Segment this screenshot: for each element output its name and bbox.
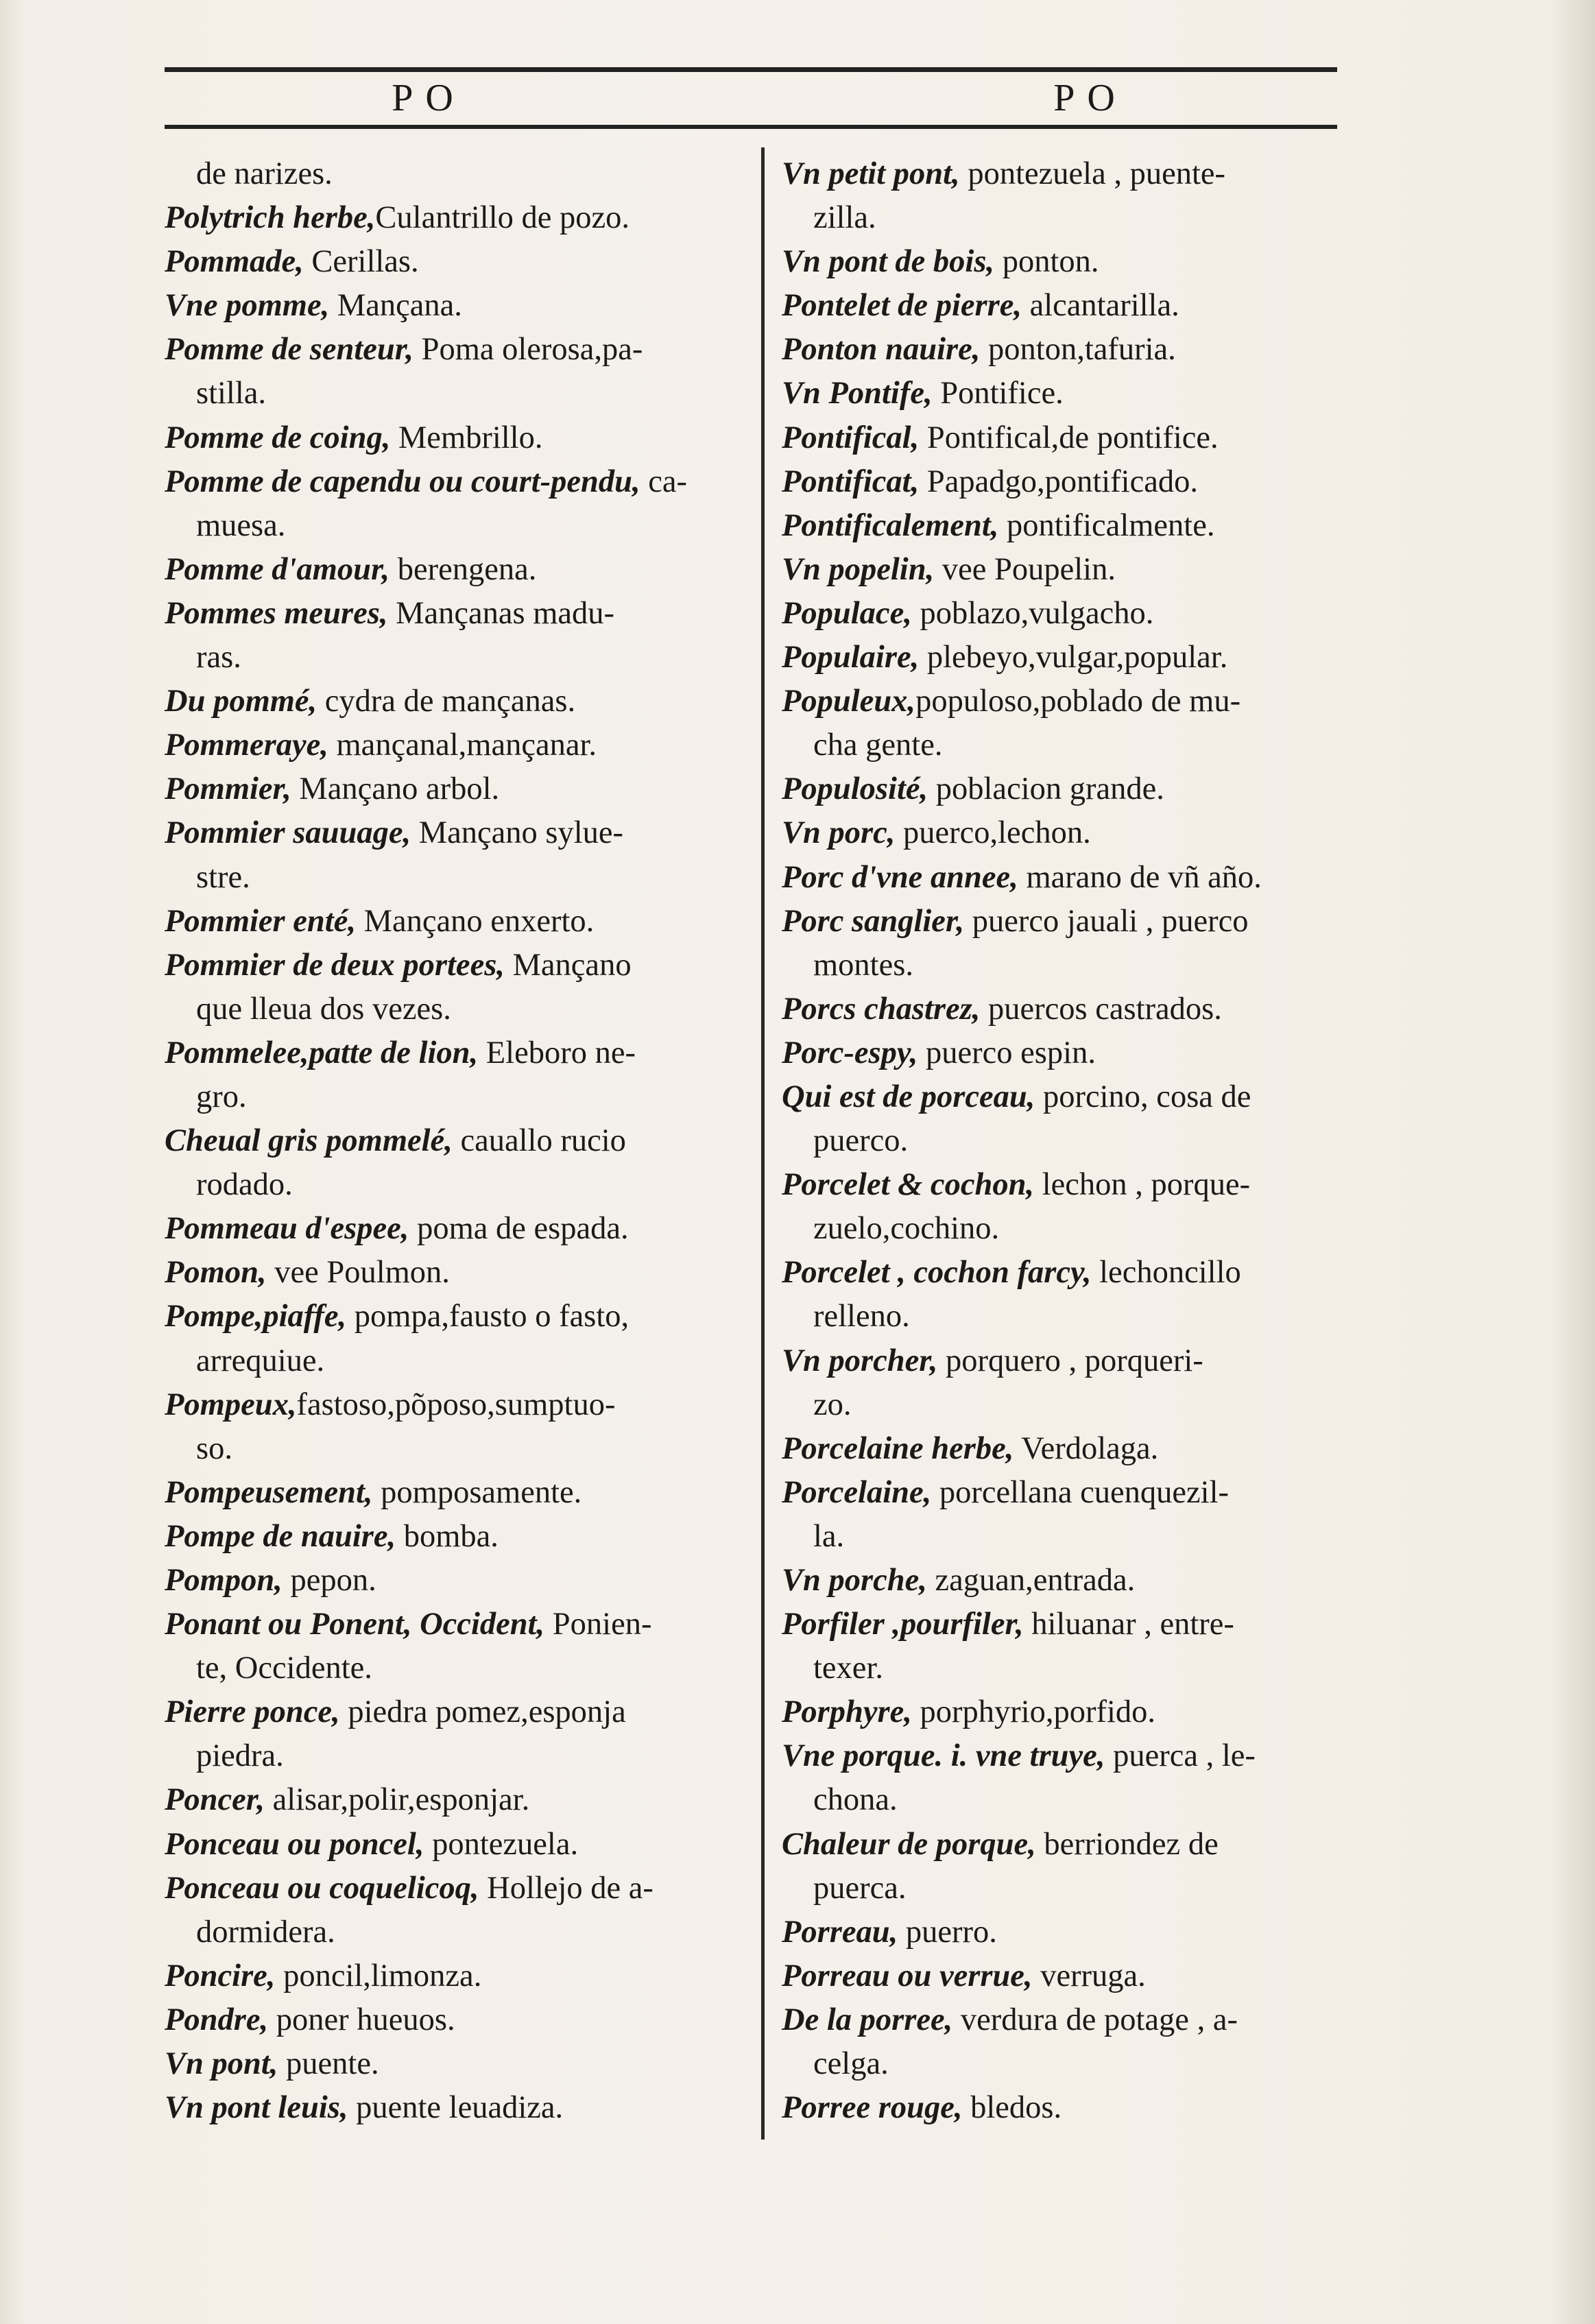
entry-continuation xyxy=(165,152,744,196)
entry-translation: relleno. xyxy=(813,1299,910,1334)
entry-headword: Pompeux, xyxy=(165,1387,297,1422)
dictionary-entry xyxy=(782,1471,1361,1515)
entry-headword: Porcelet & cochon, xyxy=(782,1167,1035,1203)
entry-translation: texer. xyxy=(813,1651,883,1686)
running-head-right: PO xyxy=(1053,77,1127,119)
entry-translation: puerco espin. xyxy=(918,1035,1096,1070)
dictionary-entry xyxy=(165,1295,744,1339)
dictionary-entry xyxy=(782,1339,1361,1383)
dictionary-entry xyxy=(165,723,744,767)
dictionary-entry xyxy=(782,1734,1361,1778)
entry-translation: bledos. xyxy=(962,2090,1062,2126)
entry-translation: ponton. xyxy=(994,244,1099,280)
entry-headword: Porc d'vne annee, xyxy=(782,859,1018,895)
dictionary-entry xyxy=(782,1690,1361,1734)
entry-headword: Pommier, xyxy=(165,771,291,807)
entry-translation: porcino, cosa de xyxy=(1035,1079,1251,1114)
dictionary-entry xyxy=(165,460,744,504)
entry-continuation xyxy=(782,1867,1361,1910)
entry-headword: Vn porche, xyxy=(782,1563,927,1598)
entry-translation: Mançano arbol. xyxy=(291,771,500,807)
entry-translation: plebeyo,vulgar,popular. xyxy=(919,640,1228,675)
dictionary-entry xyxy=(782,1075,1361,1119)
dictionary-entry xyxy=(782,811,1361,855)
entry-translation: cha gente. xyxy=(813,728,943,763)
entry-continuation xyxy=(782,1119,1361,1163)
entry-headword: Cheual gris pommelé, xyxy=(165,1123,453,1159)
entry-translation: pepon. xyxy=(282,1563,376,1598)
entry-translation: so. xyxy=(196,1430,232,1466)
entry-headword: Porreau, xyxy=(782,1914,898,1950)
entry-headword: Populeux, xyxy=(782,684,916,719)
entry-continuation xyxy=(165,1646,744,1690)
entry-headword: Pomme de coing, xyxy=(165,420,391,455)
entry-headword: Vn popelin, xyxy=(782,551,935,587)
entry-translation: pompa,fausto o fasto, xyxy=(346,1299,629,1334)
dictionary-entry xyxy=(165,680,744,723)
entry-headword: Pommes meures, xyxy=(165,595,388,631)
entry-translation: porquero , porqueri- xyxy=(937,1343,1203,1378)
entry-translation: de narizes. xyxy=(196,156,333,191)
dictionary-entry xyxy=(165,1383,744,1427)
entry-headword: Vn porc, xyxy=(782,815,896,851)
entry-headword: Pompe,piaffe, xyxy=(165,1299,347,1334)
dictionary-entry xyxy=(782,504,1361,548)
dictionary-entry xyxy=(165,548,744,592)
entry-translation: stre. xyxy=(196,859,250,895)
dictionary-entry xyxy=(165,1998,744,2042)
dictionary-entry xyxy=(782,1031,1361,1075)
dictionary-entry xyxy=(782,1427,1361,1471)
entry-translation: puercos castrados. xyxy=(980,991,1222,1027)
entry-continuation xyxy=(165,372,744,416)
entry-translation: alcantarilla. xyxy=(1021,288,1179,324)
entry-translation: pontezuela , puente- xyxy=(959,156,1226,191)
entry-continuation xyxy=(165,1734,744,1778)
entry-translation: berriondez de xyxy=(1035,1826,1219,1862)
dictionary-entry xyxy=(782,900,1361,944)
dictionary-entry xyxy=(165,811,744,855)
entry-headword: Polytrich herbe, xyxy=(165,200,376,236)
entry-headword: Pommeraye, xyxy=(165,728,328,763)
entry-translation: puente leuadiza. xyxy=(348,2090,564,2126)
entry-translation: Cerillas. xyxy=(303,244,419,280)
entry-headword: Pompon, xyxy=(165,1563,283,1598)
entry-translation: poma de espada. xyxy=(409,1211,629,1247)
dictionary-entry xyxy=(782,152,1361,196)
entry-translation: Mançano xyxy=(504,947,632,983)
entry-headword: Vne pomme, xyxy=(165,288,330,324)
entry-translation: berengena. xyxy=(389,551,537,587)
entry-translation: vee Poupelin. xyxy=(934,551,1116,587)
entry-translation: poncil,limonza. xyxy=(275,1958,482,1993)
dictionary-entry xyxy=(165,2042,744,2086)
entry-translation: porphyrio,porfido. xyxy=(911,1694,1156,1730)
entry-headword: Porfiler ,pourfiler, xyxy=(782,1607,1024,1642)
entry-continuation xyxy=(165,636,744,680)
dictionary-entry xyxy=(165,767,744,811)
entry-headword: Pommade, xyxy=(165,244,304,280)
entry-headword: Vn pont, xyxy=(165,2046,278,2082)
entry-translation: Culantrillo de pozo. xyxy=(375,200,630,236)
dictionary-entry xyxy=(165,284,744,328)
entry-headword: Pontificat, xyxy=(782,464,920,499)
entry-translation: Eleboro ne- xyxy=(478,1035,636,1070)
entry-translation: stilla. xyxy=(196,376,267,411)
entry-headword: De la porree, xyxy=(782,2002,953,2037)
entry-translation: rodado. xyxy=(196,1167,293,1203)
entry-headword: Pomme de senteur, xyxy=(165,332,413,368)
dictionary-entry xyxy=(782,372,1361,416)
entry-headword: Du pommé, xyxy=(165,684,317,719)
entry-headword: Porcelet , cochon farcy, xyxy=(782,1255,1092,1291)
entry-translation: la. xyxy=(813,1518,845,1554)
entry-headword: Vne porque. i. vne truye, xyxy=(782,1738,1105,1774)
dictionary-entry xyxy=(782,987,1361,1031)
entry-translation: montes. xyxy=(813,947,913,983)
entry-headword: Ponton nauire, xyxy=(782,332,981,368)
dictionary-entry xyxy=(782,1163,1361,1207)
entry-translation: pontezuela. xyxy=(424,1826,579,1862)
dictionary-entry xyxy=(165,1515,744,1559)
entry-headword: Pommier sauuage, xyxy=(165,815,411,851)
entry-translation: vee Poulmon. xyxy=(266,1255,450,1291)
entry-headword: Pommelee,patte de lion, xyxy=(165,1035,479,1070)
entry-headword: Vn petit pont, xyxy=(782,156,960,191)
entry-translation: Papadgo,pontificado. xyxy=(919,464,1198,499)
entry-translation: puente. xyxy=(278,2046,379,2082)
dictionary-entry xyxy=(165,1823,744,1867)
right-column xyxy=(782,152,1361,2130)
entry-translation: puerco. xyxy=(813,1123,909,1159)
entry-translation: porcellana cuenquezil- xyxy=(931,1474,1230,1510)
running-head-left: PO xyxy=(392,77,466,119)
entry-translation: piedra. xyxy=(196,1738,284,1774)
dictionary-entry xyxy=(782,1559,1361,1603)
entry-translation: puerca. xyxy=(813,1870,907,1906)
dictionary-entry xyxy=(165,416,744,460)
dictionary-entry xyxy=(782,328,1361,372)
entry-headword: Vn porcher, xyxy=(782,1343,938,1378)
dictionary-entry xyxy=(782,1251,1361,1295)
entry-translation: pomposamente. xyxy=(372,1474,582,1510)
entry-headword: Pomme d'amour, xyxy=(165,551,390,587)
entry-continuation xyxy=(782,1383,1361,1427)
entry-continuation xyxy=(782,723,1361,767)
entry-translation: puerca , le- xyxy=(1105,1738,1256,1774)
entry-translation: zuelo,cochino. xyxy=(813,1211,1000,1247)
entry-translation: zaguan,entrada. xyxy=(926,1563,1136,1598)
dictionary-entry xyxy=(165,2086,744,2130)
entry-continuation xyxy=(165,1163,744,1207)
entry-translation: Verdolaga. xyxy=(1014,1430,1159,1466)
entry-headword: Porcelaine herbe, xyxy=(782,1430,1014,1466)
entry-translation: arrequiue. xyxy=(196,1343,325,1378)
entry-headword: Porc sanglier, xyxy=(782,903,965,939)
entry-headword: Porreau ou verrue, xyxy=(782,1958,1033,1993)
dictionary-entry xyxy=(782,1954,1361,1998)
dictionary-entry xyxy=(782,2086,1361,2130)
dictionary-entry xyxy=(782,636,1361,680)
entry-translation: Pontifice. xyxy=(932,376,1064,411)
entry-translation: Mançana. xyxy=(329,288,462,324)
dictionary-entry xyxy=(165,1867,744,1910)
entry-translation: Mançano enxerto. xyxy=(355,903,595,939)
entry-translation: ponton,tafuria. xyxy=(980,332,1176,368)
dictionary-entry xyxy=(165,1778,744,1822)
entry-headword: Populaire, xyxy=(782,640,920,675)
entry-translation: lechoncillo xyxy=(1091,1255,1241,1291)
entry-translation: mançanal,mançanar. xyxy=(328,728,597,763)
entry-headword: Pomon, xyxy=(165,1255,267,1291)
entry-headword: Ponant ou Ponent, Occident, xyxy=(165,1607,545,1642)
entry-continuation xyxy=(165,504,744,548)
dictionary-entry xyxy=(165,1031,744,1075)
entry-translation: pontificalmente. xyxy=(998,507,1215,543)
dictionary-entry xyxy=(782,767,1361,811)
entry-translation: poblazo,vulgacho. xyxy=(911,595,1154,631)
entry-headword: Ponceau ou coquelicoq, xyxy=(165,1870,479,1906)
entry-translation: que lleua dos vezes. xyxy=(196,991,451,1027)
entry-translation: Mançano sylue- xyxy=(411,815,624,851)
top-rule xyxy=(165,67,1337,72)
dictionary-entry xyxy=(165,1603,744,1646)
entry-continuation xyxy=(782,1515,1361,1559)
entry-headword: Vn pont de bois, xyxy=(782,244,995,280)
entry-headword: Pommeau d'espee, xyxy=(165,1211,409,1247)
entry-headword: Pondre, xyxy=(165,2002,269,2037)
entry-headword: Populosité, xyxy=(782,771,928,807)
entry-translation: zo. xyxy=(813,1387,852,1422)
entry-translation: zilla. xyxy=(813,200,876,236)
entry-headword: Pomme de capendu ou court-pendu, xyxy=(165,464,640,499)
entry-translation: te, Occidente. xyxy=(196,1651,372,1686)
entry-headword: Porphyre, xyxy=(782,1694,912,1730)
entry-translation: fastoso,põposo,sumptuo- xyxy=(296,1387,616,1422)
entry-translation: lechon , porque- xyxy=(1034,1167,1251,1203)
dictionary-entry xyxy=(165,900,744,944)
entry-translation: marano de vñ año. xyxy=(1018,859,1262,895)
dictionary-entry xyxy=(782,460,1361,504)
dictionary-entry xyxy=(782,1998,1361,2042)
entry-headword: Porree rouge, xyxy=(782,2090,963,2126)
entry-continuation xyxy=(165,1339,744,1383)
entry-headword: Pompe de nauire, xyxy=(165,1518,396,1554)
entry-continuation xyxy=(782,944,1361,987)
entry-headword: Chaleur de porque, xyxy=(782,1826,1036,1862)
dictionary-entry xyxy=(165,240,744,284)
left-column xyxy=(165,152,744,2130)
entry-continuation xyxy=(782,1295,1361,1339)
entry-continuation xyxy=(782,1646,1361,1690)
entry-headword: Pommier de deux portees, xyxy=(165,947,505,983)
entry-headword: Pommier enté, xyxy=(165,903,356,939)
entry-headword: Poncire, xyxy=(165,1958,276,1993)
entry-headword: Porcelaine, xyxy=(782,1474,932,1510)
entry-continuation xyxy=(782,2042,1361,2086)
dictionary-entry xyxy=(165,1559,744,1603)
dictionary-entry xyxy=(782,284,1361,328)
entry-translation: celga. xyxy=(813,2046,889,2082)
entry-translation: muesa. xyxy=(196,507,286,543)
dictionary-entry xyxy=(782,592,1361,636)
dictionary-entry xyxy=(782,416,1361,460)
dictionary-entry xyxy=(782,1910,1361,1954)
entry-translation: cauallo rucio xyxy=(452,1123,626,1159)
entry-continuation xyxy=(782,196,1361,240)
entry-headword: Pontificalement, xyxy=(782,507,999,543)
entry-headword: Qui est de porceau, xyxy=(782,1079,1035,1114)
dictionary-entry xyxy=(165,592,744,636)
dictionary-entry xyxy=(782,680,1361,723)
dictionary-entry xyxy=(165,196,744,240)
entry-translation: verruga. xyxy=(1032,1958,1146,1993)
dictionary-entry xyxy=(165,1251,744,1295)
entry-headword: Vn pont leuis, xyxy=(165,2090,348,2126)
dictionary-entry xyxy=(782,1603,1361,1646)
entry-translation: Pontifical,de pontifice. xyxy=(919,420,1219,455)
entry-translation: populoso,poblado de mu- xyxy=(915,684,1241,719)
entry-headword: Pontelet de pierre, xyxy=(782,288,1022,324)
dictionary-entry xyxy=(165,944,744,987)
entry-translation: Ponien- xyxy=(544,1607,652,1642)
entry-headword: Ponceau ou poncel, xyxy=(165,1826,424,1862)
entry-continuation xyxy=(165,1910,744,1954)
entry-continuation xyxy=(165,1075,744,1119)
entry-translation: bomba. xyxy=(396,1518,499,1554)
dictionary-entry xyxy=(165,1471,744,1515)
entry-headword: Pierre ponce, xyxy=(165,1694,340,1730)
entry-translation: cydra de mançanas. xyxy=(317,684,576,719)
dictionary-entry xyxy=(165,328,744,372)
entry-headword: Vn Pontife, xyxy=(782,376,933,411)
dictionary-entry xyxy=(782,856,1361,900)
entry-translation: alisar,polir,esponjar. xyxy=(264,1782,530,1818)
entry-headword: Poncer, xyxy=(165,1782,265,1818)
entry-headword: Porc-espy, xyxy=(782,1035,918,1070)
dictionary-entry xyxy=(782,548,1361,592)
entry-continuation xyxy=(165,987,744,1031)
entry-translation: hiluanar , entre- xyxy=(1023,1607,1234,1642)
entry-translation: puerco,lechon. xyxy=(895,815,1091,851)
entry-headword: Populace, xyxy=(782,595,912,631)
entry-translation: Membrillo. xyxy=(390,420,543,455)
dictionary-entry xyxy=(165,1690,744,1734)
entry-translation: ca- xyxy=(640,464,688,499)
entry-continuation xyxy=(782,1778,1361,1822)
entry-translation: ras. xyxy=(196,640,241,675)
entry-translation: verdura de potage , a- xyxy=(952,2002,1238,2037)
dictionary-entry xyxy=(165,1207,744,1251)
entry-translation: puerco jauali , puerco xyxy=(964,903,1249,939)
entry-continuation xyxy=(782,1207,1361,1251)
entry-translation: piedra pomez,esponja xyxy=(339,1694,626,1730)
header-rule xyxy=(165,125,1337,129)
entry-translation: Poma olerosa,pa- xyxy=(413,332,643,368)
entry-translation: puerro. xyxy=(898,1914,997,1950)
column-divider xyxy=(761,147,765,2140)
entry-headword: Pontifical, xyxy=(782,420,920,455)
dictionary-entry xyxy=(782,240,1361,284)
entry-headword: Porcs chastrez, xyxy=(782,991,981,1027)
dictionary-entry xyxy=(782,1823,1361,1867)
entry-translation: gro. xyxy=(196,1079,247,1114)
entry-continuation xyxy=(165,856,744,900)
entry-translation: dormidera. xyxy=(196,1914,335,1950)
entry-translation: Hollejo de a- xyxy=(479,1870,653,1906)
entry-translation: chona. xyxy=(813,1782,898,1818)
entry-continuation xyxy=(165,1427,744,1471)
dictionary-entry xyxy=(165,1119,744,1163)
entry-translation: poner hueuos. xyxy=(268,2002,455,2037)
dictionary-entry xyxy=(165,1954,744,1998)
entry-translation: poblacion grande. xyxy=(928,771,1164,807)
entry-translation: Mançanas madu- xyxy=(387,595,615,631)
entry-headword: Pompeusement, xyxy=(165,1474,373,1510)
